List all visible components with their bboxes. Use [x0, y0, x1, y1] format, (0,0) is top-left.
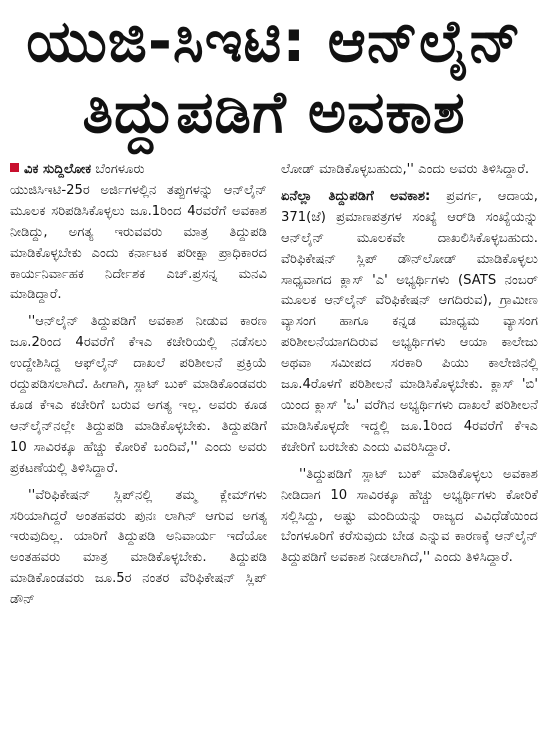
byline-place: ಬೆಂಗಳೂರು — [95, 162, 145, 177]
article-body — [10, 160, 538, 726]
subheading: ಏನೆಲ್ಲಾ ತಿದ್ದುಪಡಿಗೆ ಅವಕಾಶ: — [281, 188, 431, 204]
byline-marker-icon — [10, 163, 19, 172]
headline-line-1: ಯುಜಿ-ಸಿಇಟಿ: ಆನ್‌ಲೈನ್ — [26, 7, 522, 75]
paragraph-text: ಯುಜಿಸಿಇಟಿ-25ರ ಅರ್ಜಿಗಳಲ್ಲಿನ ತಪ್ಪುಗಳನ್ನು ಆನ್‌ಲೈನ್ ಮೂಲಕ ಸರಿಪಡಿಸಿಕೊಳ್ಳಲು ಜೂ.1ರಿಂದ 4ರವರೆಗೆ ಅವಕಾಶ ನೀಡಿದ್ದು, ಅಗತ್ಯ ಇರುವವರು ಮಾತ್ರ ತಿದ್ದುಪಡಿ ಮಾಡಿಕೊಳ್ಳಬೇಕು ಎಂದು ಕರ್ನಾಟಕ ಪರೀಕ್ಷಾ ಪ್ರಾಧಿಕಾರದ ಕಾರ್ಯನಿರ್ವಾಹಕ ನಿರ್ದೇಶಕ ಎಚ್.ಪ್ರಸನ್ನ ಮನವಿ ಮಾಡಿದ್ದಾರೆ. — [10, 182, 267, 303]
lead-paragraph — [10, 160, 267, 306]
subheading-paragraph — [281, 187, 538, 459]
paragraph: ಲೋಡ್ ಮಾಡಿಕೊಳ್ಳಬಹುದು,'' ಎಂದು ಅವರು ತಿಳಿಸಿದ್ದಾರೆ. — [281, 162, 530, 177]
paragraph: ''ವೆರಿಫಿಕೇಷನ್ ಸ್ಲಿಪ್‌ನಲ್ಲಿ ತಮ್ಮ ಕ್ಲೇಮ್‌ಗಳು ಸರಿಯಾಗಿದ್ದರೆ ಅಂತಹವರು ಪುನಃ ಲಾಗಿನ್ ಆಗುವ ಅಗತ್ಯ ಇರುವುದಿಲ್ಲ. ಯಾರಿಗೆ ತಿದ್ದುಪಡಿ ಅನಿವಾರ್ಯ ಇದೆಯೋ ಅಂತಹವರು ಮಾತ್ರ ಮಾಡಿಕೊಳ್ಳಬೇಕು. ತಿದ್ದುಪಡಿ ಮಾಡಿಕೊಂಡವರು ಜೂ.5ರ ನಂತರ ವೆರಿಫಿಕೇಷನ್ ಸ್ಲಿಪ್ ಡೌನ್ — [10, 487, 267, 608]
byline-source: ವಿಕ ಸುದ್ದಿಲೋಕ — [24, 162, 92, 177]
paragraph-text: ಪ್ರವರ್ಗ, ಆದಾಯ, 371(ಜೆ) ಪ್ರಮಾಣಪತ್ರಗಳ ಸಂಖ್ಯೆ ಆರ್‌ಡಿ ಸಂಖ್ಯೆಯನ್ನು ಆನ್‌ಲೈನ್ ಮೂಲಕವೇ ದಾಖಲಿಸಿಕೊಳ್ಳಬಹುದು. ವೆರಿಫಿಕೇಷನ್ ಸ್ಲಿಪ್ ಡೌನ್‌ಲೋಡ್ ಮಾಡಿಕೊಳ್ಳಲು ಸಾಧ್ಯವಾಗದ ಕ್ಲಾಸ್ 'ಎ' ಅಭ್ಯರ್ಥಿಗಳು (SATS ನಂಬರ್ ಮೂಲಕ ಆನ್‌ಲೈನ್ ವೆರಿಫಿಕೇಷನ್ ಆಗದಿರುವ), ಗ್ರಾಮೀಣ ವ್ಯಾಸಂಗ ಹಾಗೂ ಕನ್ನಡ ಮಾಧ್ಯಮ ವ್ಯಾಸಂಗ ಪರಿಶೀಲನೆಯಾಗದಿರುವ ಅಭ್ಯರ್ಥಿಗಳು ಆಯಾ ಕಾಲೇಜು ಅಥವಾ ಸಮೀಪದ ಸರಕಾರಿ ಪಿಯು ಕಾಲೇಜಿನಲ್ಲಿ ಜೂ.4ರೊಳಗೆ ಪರಿಶೀಲನೆ ಮಾಡಿಸಿಕೊಳ್ಳಬೇಕು. ಕ್ಲಾಸ್ 'ಬಿ' ಯಿಂದ ಕ್ಲಾಸ್ 'ಒ' ವರೆಗಿನ ಅಭ್ಯರ್ಥಿಗಳು ದಾಖಲೆ ಪರಿಶೀಲನೆ ಮಾಡಿಸಿಕೊಳ್ಳದೇ ಇದ್ದಲ್ಲಿ ಜೂ.1ರಿಂದ 4ರವರೆಗೆ ಕೆಇಎ ಕಚೇರಿಗೆ ಬರಬೇಕು ಎಂದು ವಿವರಿಸಿದ್ದಾರೆ. — [281, 188, 538, 455]
paragraph: ''ತಿದ್ದುಪಡಿಗೆ ಸ್ಲಾಟ್ ಬುಕ್ ಮಾಡಿಕೊಳ್ಳಲು ಅವಕಾಶ ನೀಡಿದಾಗ 10 ಸಾವಿರಕ್ಕೂ ಹೆಚ್ಚು ಅಭ್ಯರ್ಥಿಗಳು ಕೋರಿಕೆ ಸಲ್ಲಿಸಿದ್ದು, ಅಷ್ಟು ಮಂದಿಯನ್ನು ರಾಜ್ಯದ ವಿವಿಧೆಡೆಯಿಂದ ಬೆಂಗಳೂರಿಗೆ ಕರೆಸುವುದು ಬೇಡ ಎನ್ನುವ ಕಾರಣಕ್ಕೆ ಆನ್‌ಲೈನ್ ತಿದ್ದುಪಡಿಗೆ ಅವಕಾಶ ನೀಡಲಾಗಿದೆ,'' ಎಂದು ತಿಳಿಸಿದ್ದಾರೆ. — [281, 466, 538, 566]
left-column — [10, 160, 267, 726]
right-column — [281, 160, 538, 726]
headline-line-2: ತಿದ್ದುಪಡಿಗೆ ಅವಕಾಶ — [82, 78, 466, 146]
headline — [8, 6, 540, 154]
paragraph: ''ಆನ್‌ಲೈನ್ ತಿದ್ದುಪಡಿಗೆ ಅವಕಾಶ ನೀಡುವ ಕಾರಣ ಜೂ.2ರಿಂದ 4ರವರೆಗೆ ಕೆಇಎ ಕಚೇರಿಯಲ್ಲಿ ನಡೆಸಲು ಉದ್ದೇಶಿಸಿದ್ದ ಆಫ್‌ಲೈನ್ ದಾಖಲೆ ಪರಿಶೀಲನೆ ಪ್ರಕ್ರಿಯೆ ರದ್ದುಪಡಿಸಲಾಗಿದೆ. ಹೀಗಾಗಿ, ಸ್ಲಾಟ್ ಬುಕ್ ಮಾಡಿಕೊಂಡವರು ಕೂಡ ಕೆಇಎ ಕಚೇರಿಗೆ ಬರುವ ಅಗತ್ಯ ಇಲ್ಲ. ಅವರು ಕೂಡ ಆನ್‌ಲೈನ್‌ನಲ್ಲೇ ತಿದ್ದುಪಡಿ ಮಾಡಿಕೊಳ್ಳಬೇಕು. ತಿದ್ದುಪಡಿಗೆ 10 ಸಾವಿರಕ್ಕೂ ಹೆಚ್ಚು ಕೋರಿಕೆ ಬಂದಿವೆ,'' ಎಂದು ಅವರು ಪ್ರಕಟಣೆಯಲ್ಲಿ ತಿಳಿಸಿದ್ದಾರೆ. — [10, 314, 267, 476]
